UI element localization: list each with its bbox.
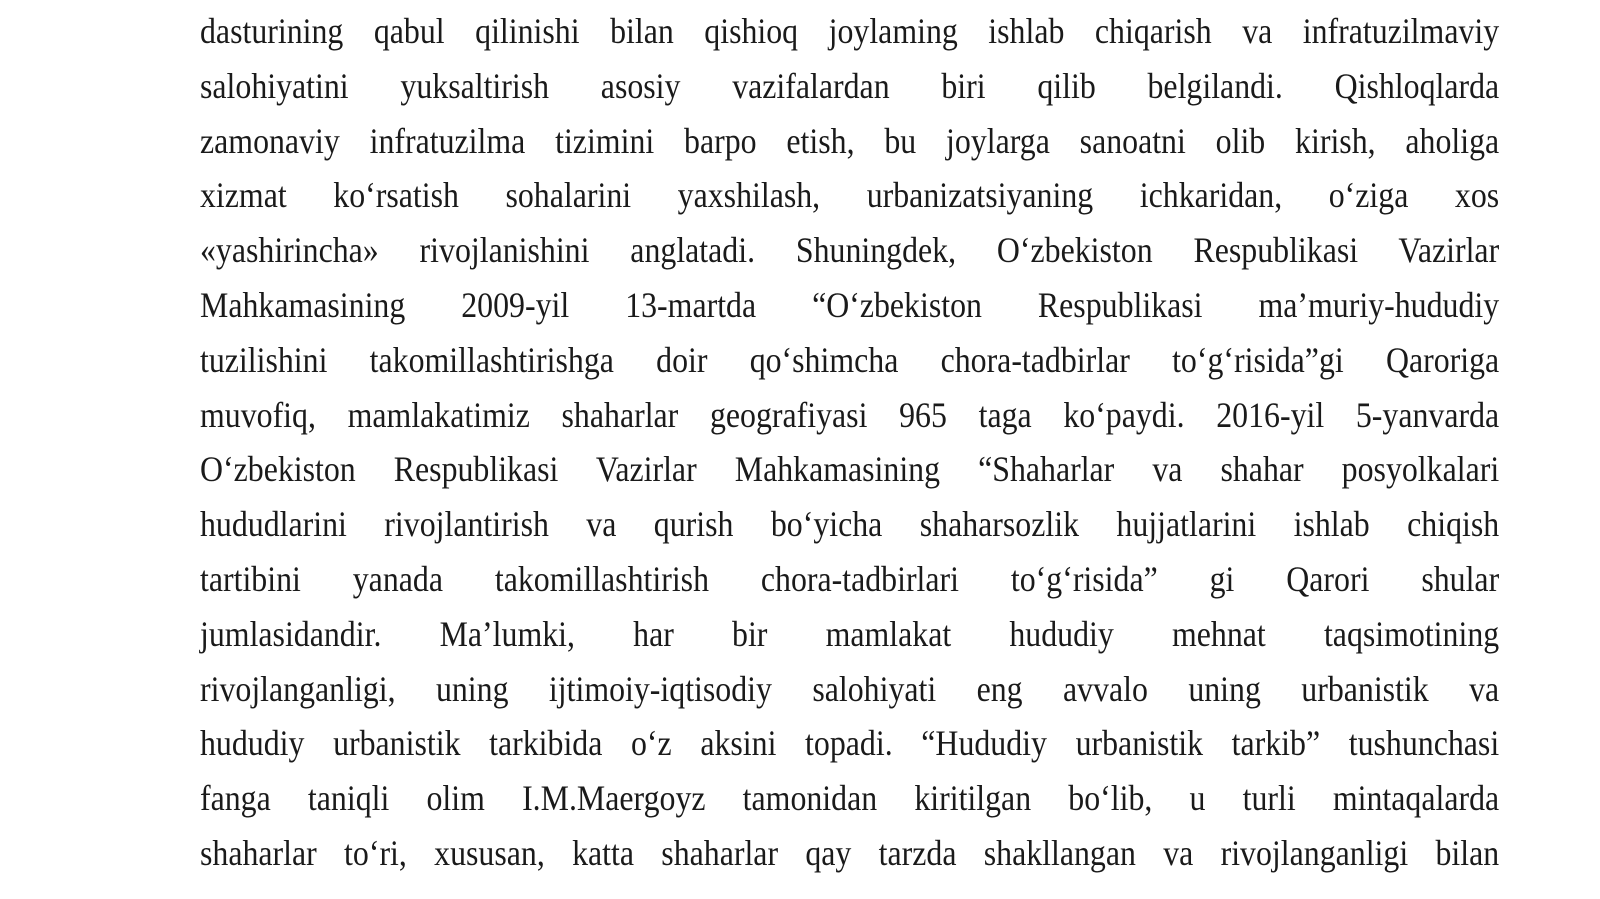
text-line-5: «yashirincha» rivojlanishini anglatadi. Shuningdek, O‘zbekiston Respublikasi Vazirlar [200, 230, 1500, 271]
text-line-11: tartibini yanada takomillashtirish chora-tadbirlari to‘g‘risida” gi Qarori shular [200, 558, 1500, 599]
text-line-10: hududlarini rivojlantirish va qurish bo‘yicha shaharsozlik hujjatlarini ishlab chiqish [200, 504, 1500, 545]
text-line-8: muvofiq, mamlakatimiz shaharlar geografiyasi 965 taga ko‘paydi. 2016-yil 5-yanvarda [200, 394, 1500, 435]
text-line-6: Mahkamasining 2009-yil 13-martda “O‘zbekiston Respublikasi ma’muriy-hududiy [200, 284, 1500, 325]
text-line-4: xizmat ko‘rsatish sohalarini yaxshilash, urbanizatsiyaning ichkaridan, o‘ziga xos [200, 175, 1500, 216]
text-line-14: hududiy urbanistik tarkibida o‘z aksini topadi. “Hududiy urbanistik tarkib” tushunchasi [200, 723, 1500, 764]
text-line-2: salohiyatini yuksaltirish asosiy vazifalardan biri qilib belgilandi. Qishloqlarda [200, 65, 1500, 106]
text-line-15: fanga taniqli olim I.M.Maergoyz tamonidan kiritilgan bo‘lib, u turli mintaqalarda [200, 778, 1500, 819]
text-line-9: O‘zbekiston Respublikasi Vazirlar Mahkamasining “Shaharlar va shahar posyolkalari [200, 449, 1500, 490]
text-line-12: jumlasidandir. Ma’lumki, har bir mamlakat hududiy mehnat taqsimotining [200, 613, 1500, 654]
text-line-7: tuzilishini takomillashtirishga doir qo‘shimcha chora-tadbirlar to‘g‘risida”gi Qaroriga [200, 339, 1500, 380]
text-line-3: zamonaviy infratuzilma tizimini barpo etish, bu joylarga sanoatni olib kirish, aholiga [200, 120, 1500, 161]
body-paragraph [200, 4, 1499, 881]
text-line-16: shaharlar to‘ri, xususan, katta shaharlar qay tarzda shakllangan va rivojlanganligi bilan [200, 832, 1500, 873]
text-line-13: rivojlanganligi, uning ijtimoiy-iqtisodiy salohiyati eng avvalo uning urbanistik va [200, 668, 1500, 709]
text-line-1: dasturining qabul qilinishi bilan qishioq joylaming ishlab chiqarish va infratuzilmaviy [200, 11, 1500, 51]
